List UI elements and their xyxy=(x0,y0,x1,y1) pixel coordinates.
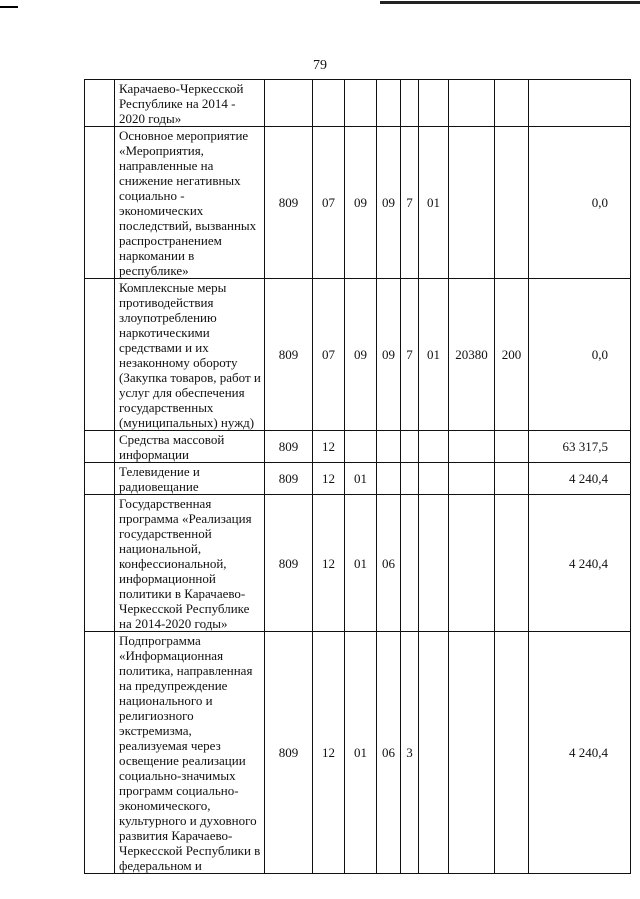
subprogram-code: 7 xyxy=(401,127,419,279)
item-name-cell: Комплексные меры противодействия злоупотреблению наркотическими средствами и их незаконному обороту (Закупка товаров, работ и услуг для обеспечения государственных (муниципальных) нужд) xyxy=(115,279,265,431)
table-row xyxy=(85,279,631,431)
main-event-code xyxy=(419,80,449,127)
subsection-code: 01 xyxy=(345,632,377,874)
row-blank-cell xyxy=(85,632,115,874)
expense-direction-code xyxy=(449,495,495,632)
amount-cell: 4 240,4 xyxy=(529,495,631,632)
row-blank-cell xyxy=(85,127,115,279)
item-name-cell: Средства массовой информации xyxy=(115,431,265,463)
program-code: 09 xyxy=(377,127,401,279)
expense-direction-code xyxy=(449,431,495,463)
section-code: 12 xyxy=(313,463,345,495)
table-row xyxy=(85,632,631,874)
expense-type-code xyxy=(495,127,529,279)
row-blank-cell xyxy=(85,495,115,632)
table-row xyxy=(85,463,631,495)
expense-type-code xyxy=(495,80,529,127)
main-event-code xyxy=(419,632,449,874)
amount-cell: 4 240,4 xyxy=(529,632,631,874)
section-code xyxy=(313,80,345,127)
row-blank-cell xyxy=(85,463,115,495)
item-name-cell: Подпрограмма «Информационная политика, направленная на предупреждение национального и религиозного экстремизма, реализуемая через освещение реализации социально-значимых программ социально-экономического, культурного и духовного развития Карачаево-Черкесской Республики в федеральном и xyxy=(115,632,265,874)
program-code: 06 xyxy=(377,495,401,632)
expense-type-code xyxy=(495,495,529,632)
subprogram-code: 3 xyxy=(401,632,419,874)
item-name-cell: Карачаево-Черкесской Республике на 2014 - 2020 годы» xyxy=(115,80,265,127)
budget-table xyxy=(84,79,631,874)
subsection-code xyxy=(345,431,377,463)
amount-cell: 0,0 xyxy=(529,127,631,279)
amount-cell: 4 240,4 xyxy=(529,463,631,495)
program-code: 09 xyxy=(377,279,401,431)
table-row xyxy=(85,80,631,127)
expense-direction-code xyxy=(449,632,495,874)
budget-code: 809 xyxy=(265,431,313,463)
section-code: 07 xyxy=(313,127,345,279)
subprogram-code: 7 xyxy=(401,279,419,431)
budget-code: 809 xyxy=(265,495,313,632)
program-code xyxy=(377,431,401,463)
subsection-code: 09 xyxy=(345,279,377,431)
subsection-code xyxy=(345,80,377,127)
main-event-code xyxy=(419,431,449,463)
expense-direction-code xyxy=(449,127,495,279)
row-blank-cell xyxy=(85,80,115,127)
scan-top-line xyxy=(380,1,640,4)
budget-code: 809 xyxy=(265,279,313,431)
expense-type-code xyxy=(495,632,529,874)
program-code xyxy=(377,80,401,127)
program-code: 06 xyxy=(377,632,401,874)
expense-direction-code: 20380 xyxy=(449,279,495,431)
section-code: 12 xyxy=(313,632,345,874)
section-code: 07 xyxy=(313,279,345,431)
section-code: 12 xyxy=(313,431,345,463)
amount-cell: 0,0 xyxy=(529,279,631,431)
expense-direction-code xyxy=(449,80,495,127)
row-blank-cell xyxy=(85,279,115,431)
main-event-code xyxy=(419,495,449,632)
subsection-code: 09 xyxy=(345,127,377,279)
program-code xyxy=(377,463,401,495)
table-row xyxy=(85,127,631,279)
expense-type-code: 200 xyxy=(495,279,529,431)
item-name-cell: Государственная программа «Реализация государственной национальной, конфессиональной, информационной политики в Карачаево-Черкесской Республике на 2014-2020 годы» xyxy=(115,495,265,632)
subprogram-code xyxy=(401,80,419,127)
main-event-code: 01 xyxy=(419,279,449,431)
budget-code xyxy=(265,80,313,127)
main-event-code xyxy=(419,463,449,495)
subprogram-code xyxy=(401,495,419,632)
subprogram-code xyxy=(401,431,419,463)
table-row xyxy=(85,495,631,632)
item-name-cell: Основное мероприятие «Мероприятия, направленные на снижение негативных социально - экономических последствий, вызванных распространением наркомании в республике» xyxy=(115,127,265,279)
subsection-code: 01 xyxy=(345,495,377,632)
budget-code: 809 xyxy=(265,463,313,495)
amount-cell xyxy=(529,80,631,127)
item-name-cell: Телевидение и радиовещание xyxy=(115,463,265,495)
expense-type-code xyxy=(495,431,529,463)
section-code: 12 xyxy=(313,495,345,632)
page-number: 79 xyxy=(313,58,327,73)
row-blank-cell xyxy=(85,431,115,463)
main-event-code: 01 xyxy=(419,127,449,279)
budget-code: 809 xyxy=(265,632,313,874)
subsection-code: 01 xyxy=(345,463,377,495)
expense-direction-code xyxy=(449,463,495,495)
expense-type-code xyxy=(495,463,529,495)
scan-edge-mark xyxy=(0,6,18,8)
table-row xyxy=(85,431,631,463)
amount-cell: 63 317,5 xyxy=(529,431,631,463)
budget-code: 809 xyxy=(265,127,313,279)
subprogram-code xyxy=(401,463,419,495)
